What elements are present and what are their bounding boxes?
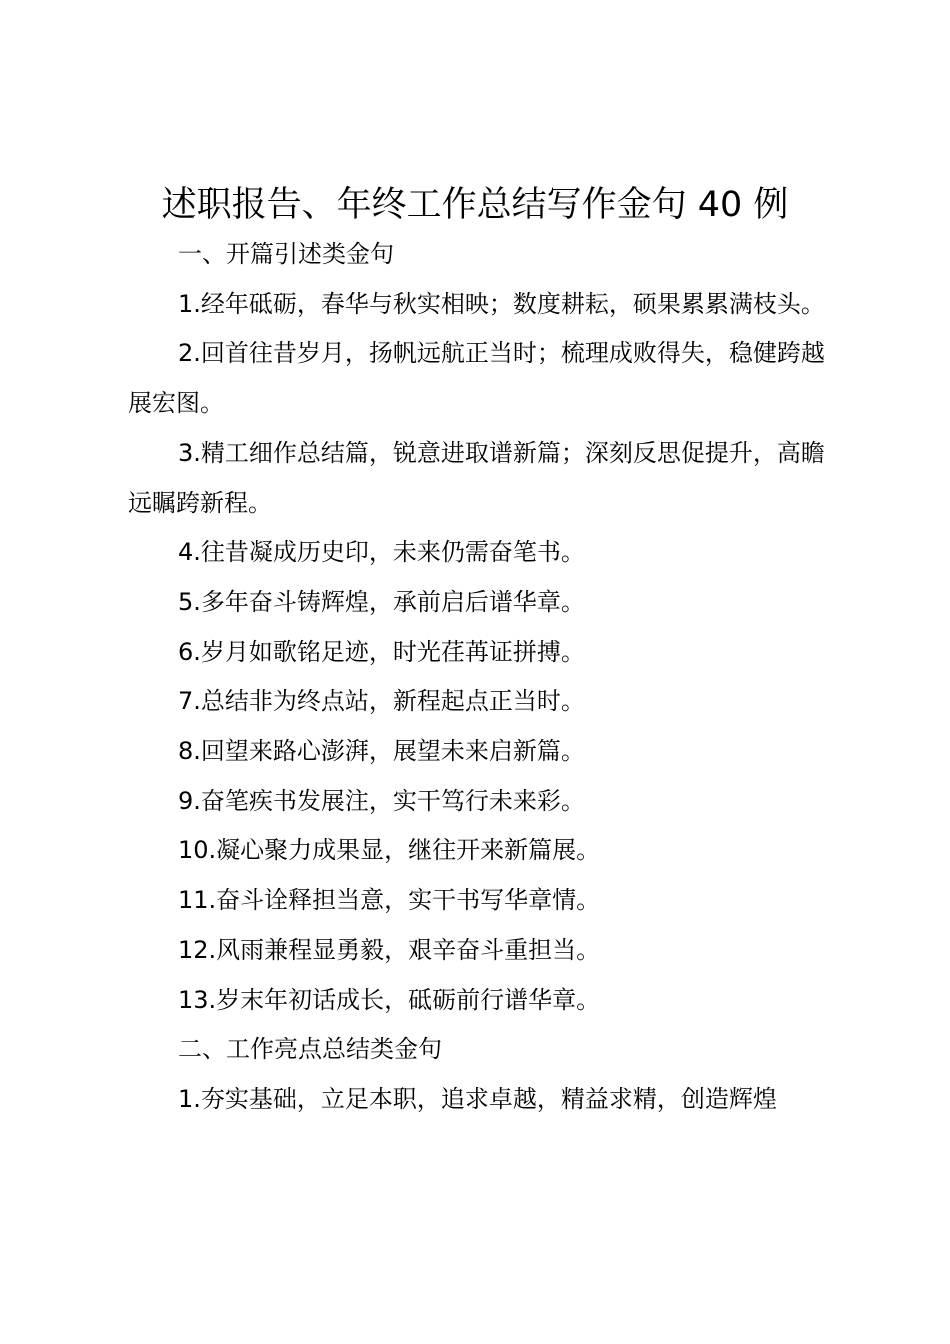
paragraph-item: 1.经年砥砺，春华与秋实相映；数度耕耘，硕果累累满枝头。 — [178, 289, 825, 318]
paragraph-item: 10.凝心聚力成果显，继往开来新篇展。 — [178, 836, 601, 865]
paragraph-item: 13.岁末年初话成长，砥砺前行谱华章。 — [178, 985, 601, 1014]
paragraph-item: 1.夯实基础，立足本职，追求卓越，精益求精，创造辉煌 — [178, 1084, 777, 1113]
paragraph-item: 9.奋笔疾书发展注，实干笃行未来彩。 — [178, 786, 585, 815]
document-body — [128, 230, 834, 1125]
paragraph-item: 3.精工细作总结篇，锐意进取谱新篇；深刻反思促提升，高瞻远瞩跨新程。 — [128, 438, 825, 517]
paragraph-item: 12.风雨兼程显勇毅，艰辛奋斗重担当。 — [178, 935, 601, 964]
paragraph-item: 2.回首往昔岁月，扬帆远航正当时；梳理成败得失，稳健跨越展宏图。 — [128, 339, 825, 418]
paragraph-item: 7.总结非为终点站，新程起点正当时。 — [178, 687, 585, 716]
paragraph-item: 6.岁月如歌铭足迹，时光荏苒证拼搏。 — [178, 637, 585, 666]
paragraph-item: 5.多年奋斗铸辉煌，承前启后谱华章。 — [178, 587, 585, 616]
paragraph-item: 8.回望来路心澎湃，展望未来启新篇。 — [178, 737, 585, 766]
section-heading-opening: 一、开篇引述类金句 — [178, 240, 394, 268]
paragraph-item: 11.奋斗诠释担当意，实干书写华章情。 — [178, 886, 601, 915]
document-title: 述职报告、年终工作总结写作金句 40 例 — [161, 185, 789, 225]
section-heading-highlights: 二、工作亮点总结类金句 — [178, 1035, 442, 1064]
paragraph-item: 4.往昔凝成历史印，未来仍需奋笔书。 — [178, 538, 585, 567]
